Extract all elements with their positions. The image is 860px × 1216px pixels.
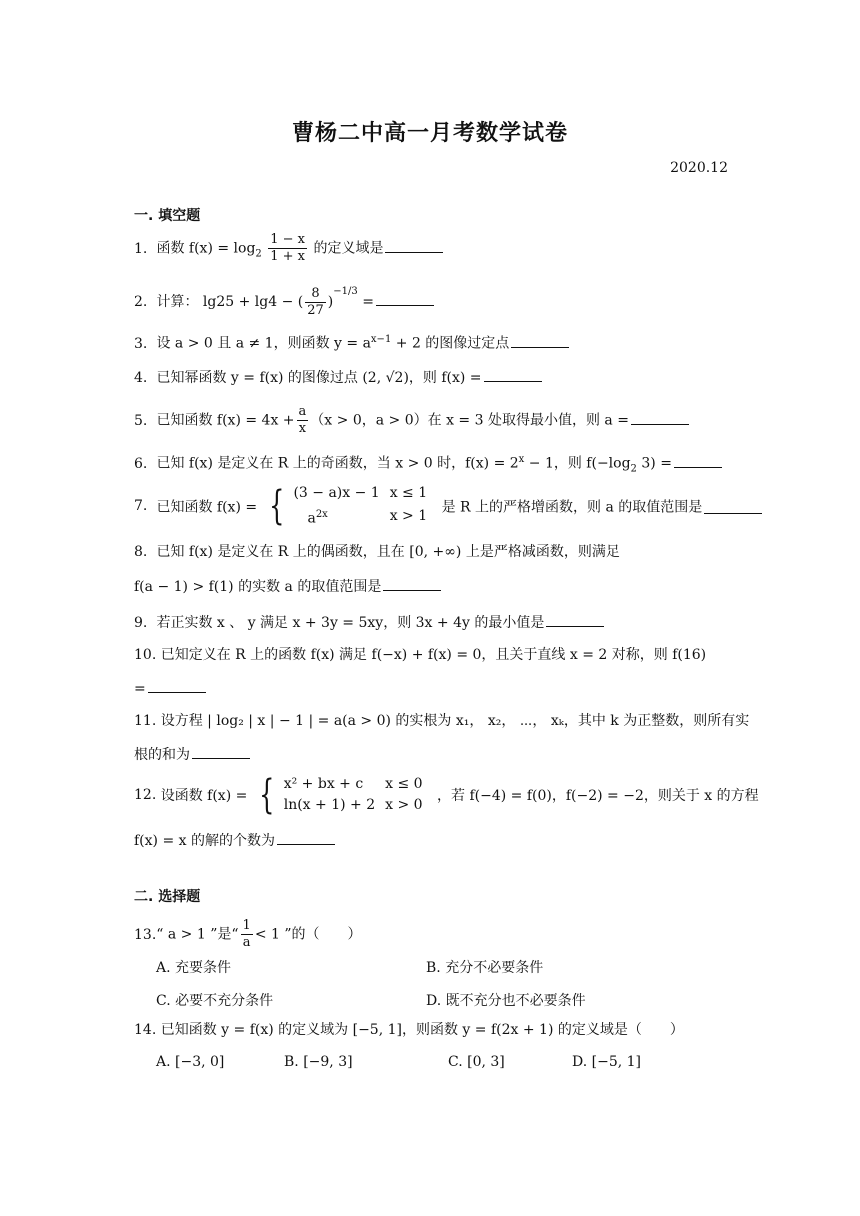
section-multiple-choice: 二. 选择题	[134, 889, 201, 905]
question-10: 10. 已知定义在 R 上的函数 f(x) 满足 f(−x) + f(x) = 0，且关于直线 x = 2 对称，则 f(16)	[134, 647, 707, 663]
question-number: 1.	[134, 240, 148, 257]
answer-blank[interactable]	[704, 499, 762, 514]
question-8: 8. 已知 f(x) 是定义在 R 上的偶函数，且在 [0, +∞) 上是严格减函数，则满足	[134, 544, 620, 560]
question-12-line-2: f(x) = x 的解的个数为	[134, 830, 335, 851]
brace-icon: {	[258, 772, 275, 818]
brace-icon: {	[268, 483, 284, 530]
answer-blank[interactable]	[511, 333, 569, 348]
question-14: 14. 已知函数 y = f(x) 的定义域为 [−5, 1]，则函数 y = f(2x + 1) 的定义域是（ ）	[134, 1022, 684, 1038]
question-11-line-2: 根的和为	[134, 744, 250, 765]
question-10-line-2: =	[134, 678, 206, 699]
answer-blank[interactable]	[148, 678, 206, 693]
answer-blank[interactable]	[277, 830, 335, 845]
section-fill-in: 一. 填空题	[134, 208, 201, 224]
question-5: 5. 已知函数 f(x) = 4x + $\frac{a}{x}$ （x > 0，a > 0）在 x = 3 处取得最小值，则 a =	[134, 404, 689, 437]
piecewise-definition: (3 − a)x − 1 x ≤ 1 $a^{2x}$ x > 1	[293, 485, 428, 527]
fraction: $\frac{1 - x}{1 + x}$	[270, 232, 305, 264]
exam-date: 2020.12	[670, 160, 728, 176]
answer-blank[interactable]	[484, 367, 542, 382]
option-b[interactable]: B. [−9, 3]	[284, 1054, 353, 1070]
option-d[interactable]: D. [−5, 1]	[572, 1054, 641, 1070]
answer-blank[interactable]	[546, 612, 604, 627]
piecewise-definition: x² + bx + c x ≤ 0 ln(x + 1) + 2 x > 0	[283, 776, 423, 813]
option-a[interactable]: A. 充要条件	[156, 960, 232, 976]
option-a[interactable]: A. [−3, 0]	[156, 1054, 225, 1070]
option-b[interactable]: B. 充分不必要条件	[426, 960, 544, 976]
question-7: 7. 已知函数 f(x) = { (3 − a)x − 1 x ≤ 1 $a^{2x}$ x > 1 是 R 上的严格增函数，则 a 的取值范围是	[134, 483, 762, 530]
question-9: 9. 若正实数 x 、 y 满足 x + 3y = 5xy，则 3x + 4y 的最小值是	[134, 612, 604, 633]
question-12: 12. 设函数 f(x) = { x² + bx + c x ≤ 0 ln(x + 1) + 2 x > 0 ，若 f(−4) = f(0)，f(−2) = −2，则关于 x 的方程	[134, 772, 759, 818]
answer-blank[interactable]	[383, 576, 441, 591]
answer-blank[interactable]	[376, 291, 434, 306]
question-6: 6. 已知 f(x) 是定义在 R 上的奇函数，当 x > 0 时，$f(x) = 2^x - 1$，则 $f(-\log_2$ 3) =	[134, 450, 722, 479]
fraction: $\frac{1}{a}$	[242, 918, 251, 950]
question-11: 11. 设方程 | log₂ | x | − 1 | = a(a > 0) 的实根为 x₁， x₂， ⋯， xₖ，其中 k 为正整数，则所有实	[134, 713, 750, 729]
page-title: 曹杨二中高一月考数学试卷	[291, 121, 568, 146]
option-c[interactable]: C. [0, 3]	[448, 1054, 505, 1070]
answer-blank[interactable]	[631, 410, 689, 425]
fraction: $\frac{8}{27}$	[307, 285, 324, 318]
option-d[interactable]: D. 既不充分也不必要条件	[426, 993, 586, 1009]
answer-blank[interactable]	[674, 453, 722, 468]
question-13: 13.“ a > 1 ”是“ $\frac{1}{a}$ < 1 ”的（ ）	[134, 918, 362, 950]
answer-blank[interactable]	[385, 238, 443, 253]
question-8-line-2: f(a − 1) > f(1) 的实数 a 的取值范围是	[134, 576, 441, 597]
option-c[interactable]: C. 必要不充分条件	[156, 993, 274, 1009]
fraction: $\frac{a}{x}$	[298, 404, 307, 436]
question-3: 3. 设 a > 0 且 a ≠ 1，则函数 $y = a^{x-1} + 2$ 的图像过定点	[134, 330, 569, 354]
question-4: 4. 已知幂函数 y = f(x) 的图像过点 (2, √2)，则 f(x) =	[134, 367, 542, 388]
question-2: 2. 计算： lg25 + lg4 − ( $\frac{8}{27}$ )$^{-1/3}$ =	[134, 282, 434, 319]
answer-blank[interactable]	[192, 744, 250, 759]
question-1: 1. 函数 $f(x) = \log_2$ $\frac{1 - x}{1 + x}$ 的定义域是	[134, 232, 443, 265]
